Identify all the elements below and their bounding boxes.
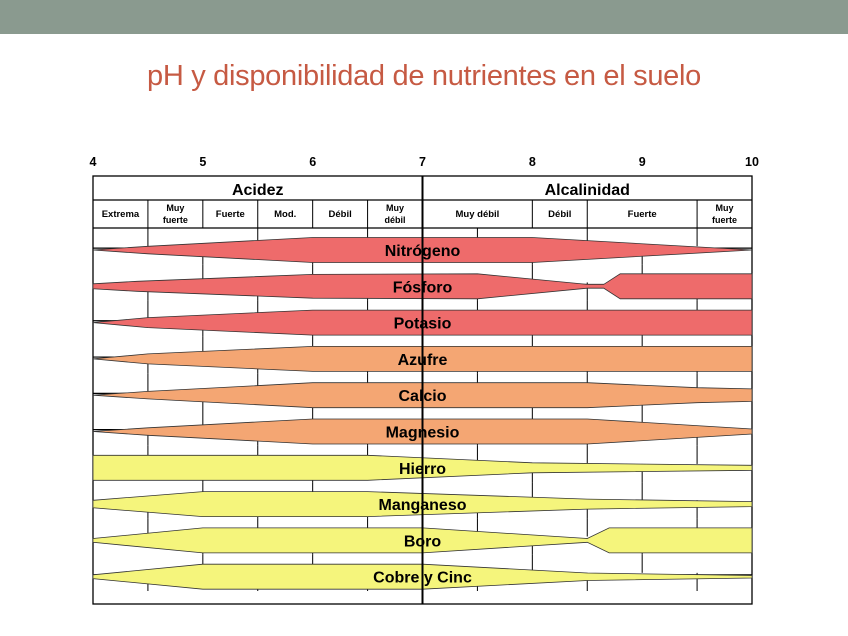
ph-tick-label: 7 <box>419 155 426 169</box>
nutrient-label: Magnesio <box>385 424 460 442</box>
ph-tick-label: 4 <box>89 155 97 169</box>
nutrient-label: Hierro <box>398 460 447 478</box>
nutrient-label: Calcio <box>398 388 447 406</box>
intensity-label: fuerte <box>712 215 738 225</box>
intensity-label: Fuerte <box>215 209 245 220</box>
nutrient-label: Potasio <box>393 315 452 333</box>
ph-tick-label: 9 <box>638 155 646 169</box>
nutrient-label: Cobre y Cinc <box>373 569 472 587</box>
ph-tick-label: 10 <box>745 155 759 169</box>
intensity-label: Extrema <box>101 209 140 220</box>
nutrient-label: Boro <box>403 533 442 551</box>
nutrient-label: Azufre <box>397 351 448 369</box>
ph-tick-label: 8 <box>528 155 536 169</box>
nutrient-label: Manganeso <box>378 497 467 515</box>
intensity-label: Muy <box>386 203 405 213</box>
intensity-label: Muy <box>715 203 734 213</box>
intensity-label: fuerte <box>162 215 188 225</box>
intensity-label: Débil <box>328 209 352 220</box>
ph-tick-label: 6 <box>309 155 317 169</box>
intensity-label: Muy débil <box>455 209 500 220</box>
intensity-label: Fuerte <box>627 209 657 220</box>
zone-label-acidez: Acidez <box>231 182 284 199</box>
intensity-label: débil <box>384 215 406 225</box>
intensity-label: Débil <box>548 209 572 220</box>
intensity-label: Muy <box>166 203 185 213</box>
nutrient-label: Fósforo <box>392 279 453 297</box>
intensity-label: Mod. <box>274 209 297 220</box>
nutrient-label: Nitrógeno <box>384 243 461 260</box>
slide-title: pH y disponibilidad de nutrientes en el suelo <box>147 60 701 92</box>
zone-label-alcalinidad: Alcalinidad <box>544 182 630 199</box>
ph-tick-label: 5 <box>199 155 207 169</box>
